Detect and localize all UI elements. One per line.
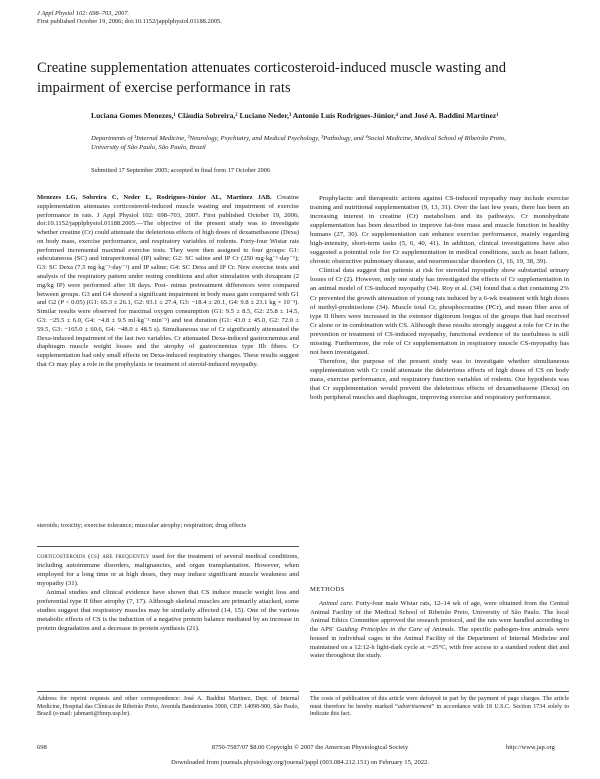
methods-paragraph bbox=[310, 600, 569, 661]
animal-care-paragraph bbox=[310, 600, 569, 661]
correspondence-footnote: Address for reprint requests and other correspondence: José A. Baddini Martinez, Dept. of Internal Medicine, Hospital das Clínicas de Ribeirão Preto, Avenida Bandeirantes 3900, CEP: 14098-900, São Paulo, Brazil (e-mail: jabmarti@fmrp.usp.br). bbox=[37, 696, 299, 718]
methods-subheading: Animal care. bbox=[319, 600, 354, 607]
journal-published-line: First published October 19, 2006; doi:10.1152/japplphysiol.01188.2005. bbox=[37, 18, 222, 26]
intro-lead: corticosteroids (cs) are frequently bbox=[37, 553, 150, 560]
introduction-left-column bbox=[37, 552, 299, 633]
journal-url-link[interactable]: http://www.jap.org bbox=[506, 744, 555, 751]
footnote-divider-right bbox=[310, 691, 569, 692]
abstract-divider bbox=[37, 546, 299, 547]
intro-right-paragraph-3: Therefore, the purpose of the present study was to investigate whether simultaneous supplementation with Cr could attenuate the deleterious effects of high doses of CS on body mass, exercise performance, and respiratory function variables of rodents. Our hypothesis was that Cr supplementation would prevent the deleterious effects of dexamethasone (Dexa) on both peripheral muscles and diaphragm, improving exercise and respiratory performance. bbox=[310, 357, 569, 402]
affiliations: Departments of ¹Internal Medicine, ²Neurology, Psychiatry, and Medical Psychology, ³Pathology, and ⁴Social Medicine, Medical School of Ribeirão Preto, University of São Paulo, São Paulo, Brazil bbox=[91, 135, 506, 152]
page-number: 698 bbox=[37, 744, 47, 751]
keywords: steroids; toxicity; exercise tolerance; muscular atrophy; respiration; drug effects bbox=[37, 522, 247, 529]
copyright-line: 8750-7587/07 $8.00 Copyright © 2007 the American Physiological Society bbox=[211, 744, 409, 751]
page-charges-footnote bbox=[310, 696, 569, 719]
methods-text-2: . The specific pathogen-free animals were housed in individual cages in the Animal Facility of the Department of Internal Medicine and maintained on a 12:12-h light-dark cycle at ∼25°C, with free access to a standard rodent diet and water throughout the study. bbox=[310, 626, 569, 660]
methods-heading: METHODS bbox=[310, 586, 345, 593]
abstract bbox=[37, 194, 299, 370]
methods-text: Forty-four male Wistar rats, 12–14 wk of age, were obtained from the Central Animal Facility of the Medical School of Ribeirão Preto, University of São Paulo. The local Animal Ethics Committee approved the research protocol, and the rats were handled according to the APS' bbox=[310, 600, 569, 634]
introduction-right-column bbox=[310, 194, 569, 402]
intro-right-paragraph-2: Clinical data suggest that patients at risk for steroidal myopathy show substantial urinary losses of Cr (2). However, only one study has investigated the effects of Cr supplementation in an animal model of CS-induced myopathy (34). Roy et al. (34) found that a diet containing 2% Cr prevented the growth attenuation of young rats induced by a 6-wk treatment with high doses of methyl-prednisolone (34). Muscle total Cr, phosphocreatine (PCr), and mean fiber area of type II fibers were increased in the extensor digitorum longus of the groups that had received Cr alone or in combination with CS. Although these results strongly suggest a role for Cr in the prevention or treatment of CS-induced myopathy, functional evidence of its usefulness is still missing. Furthermore, the role of Cr supplementation in respiratory muscle CS-myopathy has not been investigated. bbox=[310, 267, 569, 356]
advertisement-word: advertisement bbox=[397, 703, 432, 710]
abstract-body: Creatine supplementation attenuates corticosteroid-induced muscle wasting and impairment of exercise performance in rats. J Appl Physiol 102: 698–703, 2007. First published October 19, 2006; doi:10.1152/japplphysiol.01188.2005.—The objective of the present study was to investigate whether creatine (Cr) could attenuate the deleterious effects of high doses of dexamethasone (Dexa) on body mass, exercise performance, and respiratory variables of rodents. Forty-four Wistar rats performed incremental maximal exercise tests. They were then assigned to four groups: G1: subcutaneous (SC) and intraperitoneal (IP) saline; G2: SC saline and IP Cr (250 mg·kg⁻¹·day⁻¹); G3: SC Dexa (7.5 mg·kg⁻¹·day⁻¹) and IP saline; G4: SC Dexa and IP Cr. New exercise tests and analysis of the respiratory pattern under resting conditions and after stimulation with doxapram (2 mg/kg IP) were performed after 18 days. Post- minus pretreatment differences were compared between groups. G3 and G4 showed a significant impairment in body mass gain compared with G1 and G2 (P < 0.05) (G1: 65.3 ± 26.1, G2: 93.1 ± 27.4, G3: −18.4 ± 20.1, G4: 9.8 ± 23.1 kg × 10⁻³). Similar results were observed for maximal oxygen consumption (G1: 9.5 ± 8.5, G2: 25.8 ± 14.5, G3: −25.5 ± 6.0, G4: −4.8 ± 9.5 ml·kg⁻¹·min⁻¹) and test duration (G1: 43.0 ± 45.0, G2: 72.0 ± 59.5, G3: −165.0 ± 60.6, G4: −48.0 ± 48.5 s). Simultaneous use of Cr significantly attenuated the Dexa-induced impairment of the last two variables. Cr attenuated Dexa-induced gastrocnemius and diaphragm muscle weight losses and the atrophy of gastrocnemius type IIb fibers. Cr supplementation had only small effects on Dexa-induced respiratory changes. These results suggest that Cr may play a role in the prophylaxis or treatment of steroid-induced myopathy. bbox=[37, 194, 300, 368]
journal-header bbox=[37, 10, 337, 27]
submission-dates: Submitted 17 September 2005; accepted in final form 17 October 2006 bbox=[91, 167, 271, 174]
intro-right-paragraph-1: Prophylactic and therapeutic actions against CS-induced myopathy may include exercise training and nutritional supplementation (9, 13, 31). Over the last few years, there has been an increasing interest in creatine (Cr) metabolism and its pathways. Cr monohydrate supplementation has been described to improve fat-free mass and muscle function in healthy humans (27, 30). Cr supplementation can enhance exercise performance, mainly regarding high-intensity, short-term tasks (5, 6, 40, 41). In addition, clinical investigations have also suggested a potential role for Cr supplementation in medical conditions, such as heart failure, chronic obstructive pulmonary disease, and neuromuscular disorders (1, 16, 19, 38, 39). bbox=[310, 195, 569, 266]
intro-text-1: used for the treatment of several medical conditions, including autoimmune disorders, malignancies, and organ transplantation. However, when employed for a long time or at high doses, they may induce significant muscle weakness and myopathy (31). bbox=[37, 553, 299, 588]
page-charges-text-1: The costs of publication of this article were defrayed in part by the payment of page charges. The article must therefore be hereby marked “ bbox=[310, 696, 569, 710]
article-title: Creatine supplementation attenuates corticosteroid-induced muscle wasting and impairment of exercise performance in rats bbox=[37, 60, 507, 96]
footnote-divider-left bbox=[37, 691, 299, 692]
intro-paragraph-1 bbox=[37, 552, 299, 588]
page-charges-text-2: ” in accordance with 18 U.S.C. Section 1734 solely to indicate this fact. bbox=[310, 703, 569, 718]
author-list: Luciana Gomes Menezes,¹ Cláudia Sobreira,² Luciano Neder,³ Antonio Luís Rodrigues-Júnior,⁴ and José A. Baddini Martinez¹ bbox=[91, 111, 499, 120]
abstract-citation-lead: Menezes LG, Sobreira C, Neder L, Rodrigues-Júnior AL, Martinez JAB. bbox=[37, 194, 272, 201]
intro-paragraph-2: Animal studies and clinical evidence have shown that CS induce muscle weight loss and preferential type II fiber atrophy (7, 17). Although skeletal muscles are primarily attacked, some studies suggest that respiratory muscles may be similarly affected (14, 15). One of the various metabolic effects of CS is the induction of a negative protein balance mediated by an increase in protein degradation and a decrease in protein synthesis (21). bbox=[37, 589, 299, 633]
journal-citation: J Appl Physiol 102: 698–703, 2007. bbox=[37, 10, 130, 17]
download-stamp: Downloaded from journals.physiology.org/journal/jappl (003.084.212.151) on February 15, 2022. bbox=[170, 759, 430, 766]
methods-guiding: Guiding Principles in the Care of Animals bbox=[336, 626, 454, 634]
